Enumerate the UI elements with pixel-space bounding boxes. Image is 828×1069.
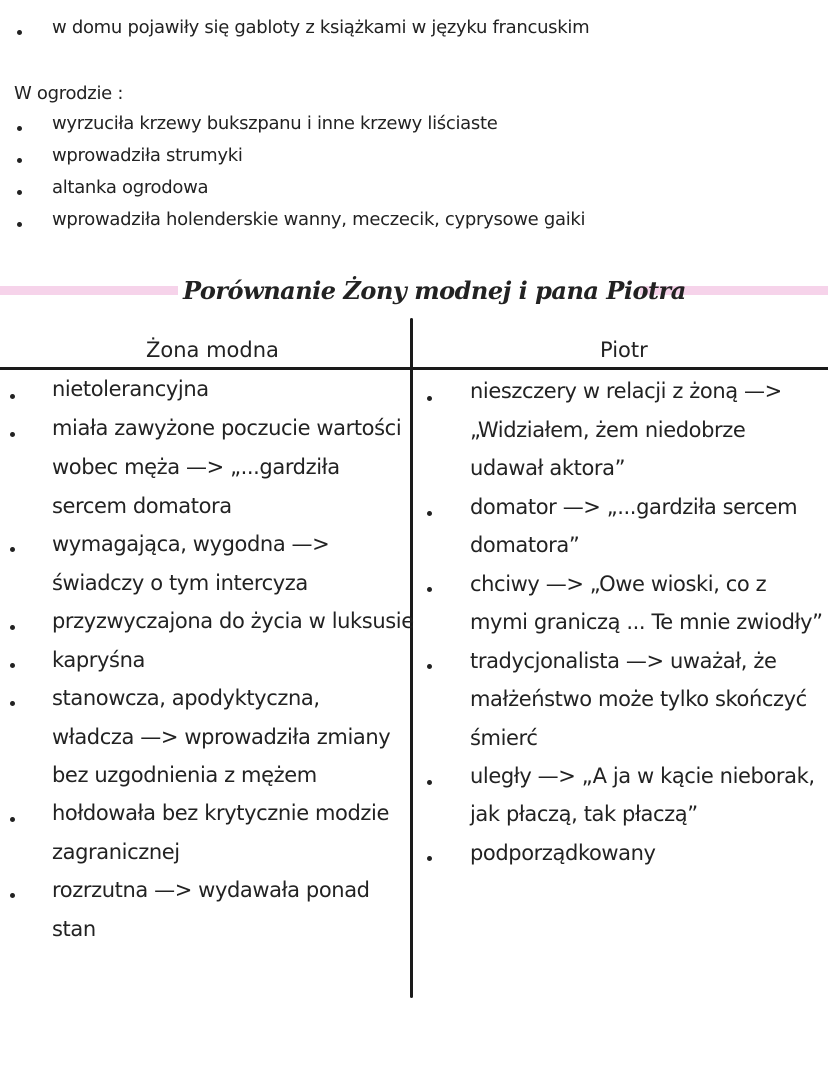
table-cell-line: nieszczery w relacji z żoną —> (470, 379, 782, 403)
bullet-dot (427, 780, 432, 785)
bullet-dot (17, 126, 22, 131)
bullet-dot (427, 664, 432, 669)
column-header-piotr: Piotr (600, 338, 648, 362)
table-cell-line: domator —> „...gardziła sercem (470, 495, 798, 519)
table-cell-line: hołdowała bez krytycznie modzie (52, 801, 390, 825)
table-cell-line: zagranicznej (52, 840, 180, 864)
table-header-divider (0, 367, 828, 370)
table-cell-line: „Widziałem, żem niedobrze (470, 418, 746, 442)
table-cell-line: uległy —> „A ja w kącie nieborak, (470, 764, 815, 788)
list-item: wyrzuciła krzewy bukszpanu i inne krzewy liściaste (52, 113, 498, 134)
table-cell-line: chciwy —> „Owe wioski, co z (470, 572, 767, 596)
section-heading: W ogrodzie : (14, 83, 124, 104)
highlight-bar-left (0, 286, 178, 295)
list-item: altanka ogrodowa (52, 177, 209, 198)
bullet-dot (17, 190, 22, 195)
table-cell-line: nietolerancyjna (52, 377, 209, 401)
table-column-divider (410, 318, 413, 998)
bullet-dot (10, 625, 15, 630)
table-cell-line: wobec męża —> „...gardziła (52, 455, 340, 479)
bullet-dot (10, 893, 15, 898)
table-cell-line: przyzwyczajona do życia w luksusie (52, 609, 414, 633)
table-cell-line: podporządkowany (470, 841, 656, 865)
bullet-dot (17, 30, 22, 35)
bullet-dot (10, 701, 15, 706)
table-cell-line: bez uzgodnienia z mężem (52, 763, 317, 787)
table-cell-line: udawał aktora” (470, 456, 626, 480)
table-cell-line: wymagająca, wygodna —> (52, 532, 330, 556)
list-item: wprowadziła holenderskie wanny, meczecik, cyprysowe gaiki (52, 209, 586, 230)
bullet-dot (10, 547, 15, 552)
bullet-dot (427, 856, 432, 861)
table-cell-line: tradycjonalista —> uważał, że (470, 649, 777, 673)
table-cell-line: sercem domatora (52, 494, 232, 518)
table-cell-line: świadczy o tym intercyza (52, 571, 308, 595)
table-cell-line: małżeństwo może tylko skończyć (470, 687, 807, 711)
table-cell-line: śmierć (470, 726, 538, 750)
table-cell-line: kapryśna (52, 648, 145, 672)
list-item: wprowadziła strumyki (52, 145, 243, 166)
list-item: w domu pojawiły się gabloty z książkami w języku francuskim (52, 17, 590, 38)
page-title: Porównanie Żony modnej i pana Piotra (183, 276, 686, 305)
table-cell-line: stanowcza, apodyktyczna, (52, 686, 320, 710)
table-cell-line: jak płaczą, tak płaczą” (470, 802, 698, 826)
table-cell-line: domatora” (470, 533, 580, 557)
table-cell-line: stan (52, 917, 96, 941)
bullet-dot (17, 158, 22, 163)
bullet-dot (10, 394, 15, 399)
column-header-zona-modna: Żona modna (146, 338, 279, 362)
table-cell-line: rozrzutna —> wydawała ponad (52, 878, 370, 902)
table-cell-line: władcza —> wprowadziła zmiany (52, 725, 391, 749)
bullet-dot (427, 396, 432, 401)
bullet-dot (10, 663, 15, 668)
bullet-dot (17, 222, 22, 227)
table-cell-line: miała zawyżone poczucie wartości (52, 416, 402, 440)
bullet-dot (10, 432, 15, 437)
bullet-dot (427, 587, 432, 592)
bullet-dot (427, 511, 432, 516)
bullet-dot (10, 817, 15, 822)
table-cell-line: mymi graniczą ... Te mnie zwiodły” (470, 610, 823, 634)
